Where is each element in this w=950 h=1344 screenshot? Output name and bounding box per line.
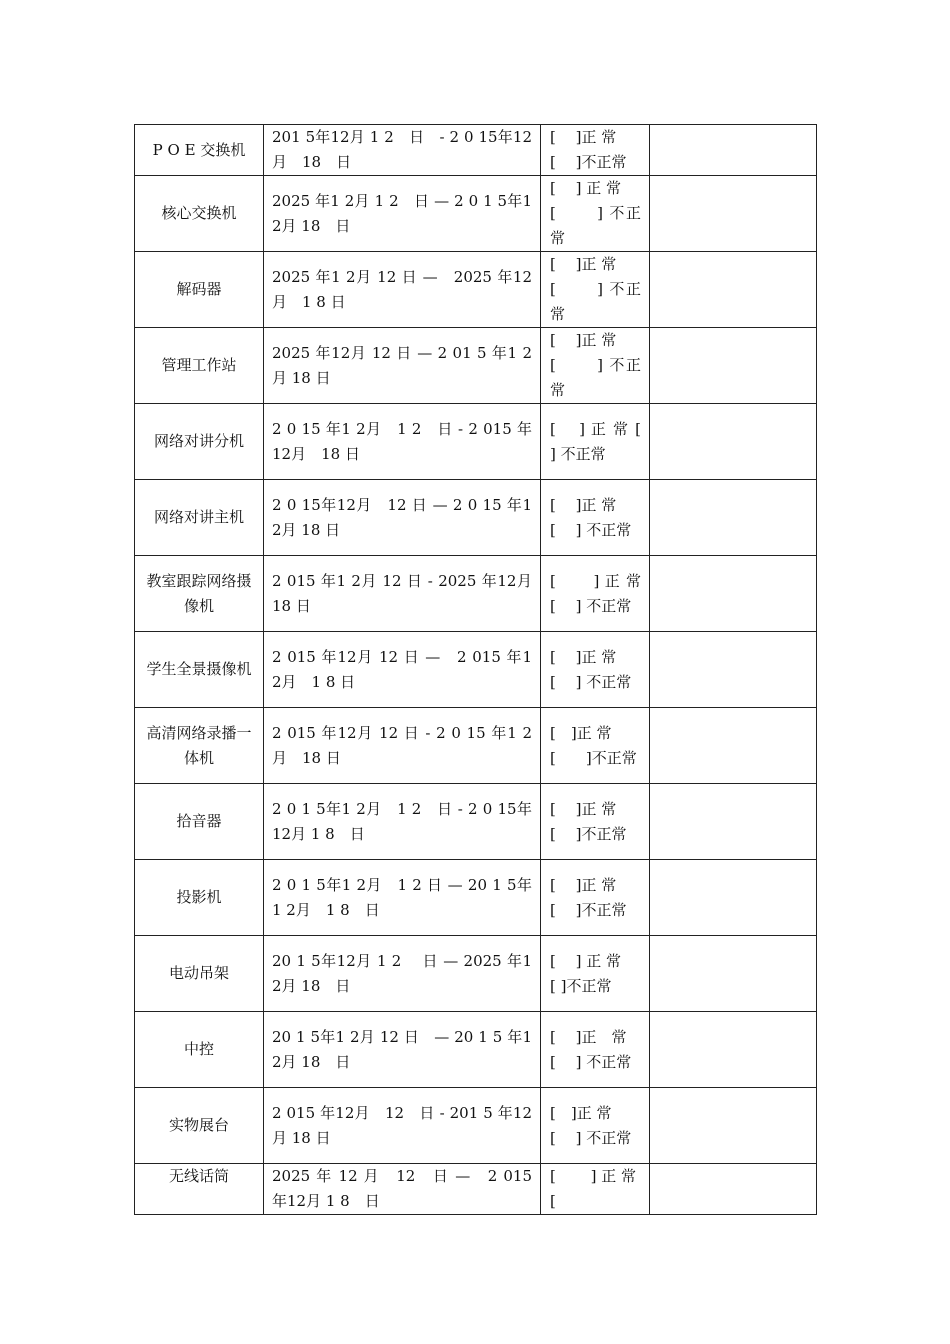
status-abnormal-option[interactable]: [ ]不正常 bbox=[550, 153, 627, 171]
inspection-period: 2025 年 12 月 12 日 — 2 015 年12月 1 8 日 bbox=[264, 1164, 541, 1215]
table-row bbox=[135, 936, 817, 1012]
remarks-cell[interactable] bbox=[650, 1088, 817, 1164]
status-options bbox=[541, 784, 650, 860]
remarks-cell[interactable] bbox=[650, 632, 817, 708]
status-normal-option[interactable]: [ ]正 常 bbox=[550, 1027, 627, 1046]
remarks-cell[interactable] bbox=[650, 480, 817, 556]
status-options bbox=[541, 708, 650, 784]
status-options bbox=[541, 936, 650, 1012]
device-name: P O E 交换机 bbox=[135, 125, 264, 176]
status-normal-option[interactable]: [ ]正 常 bbox=[550, 647, 617, 666]
equipment-inspection-table bbox=[134, 124, 817, 1215]
status-normal-option[interactable]: [ ] 正 常 bbox=[550, 571, 641, 590]
status-normal-option[interactable]: [ ] 正 常 bbox=[550, 419, 630, 438]
status-options bbox=[541, 328, 650, 404]
table-row bbox=[135, 632, 817, 708]
status-options bbox=[541, 556, 650, 632]
device-name: 中控 bbox=[135, 1012, 264, 1088]
status-normal-option[interactable]: [ ]正 常 bbox=[550, 255, 617, 273]
status-abnormal-option[interactable]: [ ] 不正常 bbox=[550, 672, 632, 691]
inspection-period: 2 0 1 5年1 2月 1 2 日 - 2 0 15年12月 1 8 日 bbox=[264, 784, 541, 860]
table-row bbox=[135, 404, 817, 480]
device-name: 管理工作站 bbox=[135, 328, 264, 404]
status-options bbox=[541, 1164, 650, 1215]
status-abnormal-option[interactable]: [ ] 不正常 bbox=[550, 1128, 632, 1147]
status-options bbox=[541, 1088, 650, 1164]
status-abnormal-option[interactable]: [ ]不正常 bbox=[550, 900, 627, 919]
remarks-cell[interactable] bbox=[650, 404, 817, 480]
remarks-cell[interactable] bbox=[650, 125, 817, 176]
status-normal-option[interactable]: [ ] 正 常 bbox=[550, 951, 622, 970]
table-row bbox=[135, 125, 817, 176]
status-abnormal-option[interactable]: [ ] 不正常 bbox=[550, 280, 641, 323]
status-normal-option[interactable]: [ ]正 常 bbox=[550, 331, 617, 349]
status-abnormal-option[interactable]: [ ] 不正常 bbox=[550, 596, 632, 615]
status-options bbox=[541, 176, 650, 252]
inspection-period: 201 5年12月 1 2 日 - 2 0 15年12月 18 日 bbox=[264, 125, 541, 176]
status-abnormal-option[interactable]: [ ]不正常 bbox=[550, 748, 637, 767]
inspection-period: 2 015 年1 2月 12 日 - 2025 年12月 18 日 bbox=[264, 556, 541, 632]
device-name: 教室跟踪网络摄像机 bbox=[135, 556, 264, 632]
remarks-cell[interactable] bbox=[650, 936, 817, 1012]
inspection-period: 2025 年1 2月 1 2 日 — 2 0 1 5年1 2月 18 日 bbox=[264, 176, 541, 252]
status-abnormal-option[interactable]: [ ]不正常 bbox=[550, 824, 627, 843]
status-abnormal-option[interactable]: [ ] 不正常 bbox=[550, 419, 661, 463]
inspection-period: 2 015 年12月 12 日 - 2 0 15 年1 2月 18 日 bbox=[264, 708, 541, 784]
remarks-cell[interactable] bbox=[650, 1012, 817, 1088]
device-name: 高清网络录播一体机 bbox=[135, 708, 264, 784]
remarks-cell[interactable] bbox=[650, 328, 817, 404]
remarks-cell[interactable] bbox=[650, 784, 817, 860]
table-row bbox=[135, 176, 817, 252]
status-normal-option[interactable]: [ ]正 常 bbox=[550, 495, 617, 514]
table-row bbox=[135, 784, 817, 860]
device-name: 无线话筒 bbox=[135, 1164, 264, 1215]
status-normal-option[interactable]: [ ]正 常 bbox=[550, 723, 612, 742]
status-options bbox=[541, 1012, 650, 1088]
table-row bbox=[135, 708, 817, 784]
status-options bbox=[541, 404, 661, 480]
device-name: 核心交换机 bbox=[135, 176, 264, 252]
device-name: 拾音器 bbox=[135, 784, 264, 860]
status-options bbox=[541, 125, 650, 176]
inspection-period: 2025 年12月 12 日 — 2 01 5 年1 2月 18 日 bbox=[264, 328, 541, 404]
device-name: 实物展台 bbox=[135, 1088, 264, 1164]
table-row bbox=[135, 1164, 817, 1215]
inspection-period: 20 1 5年1 2月 12 日 — 20 1 5 年12月 18 日 bbox=[264, 1012, 541, 1088]
status-normal-option[interactable]: [ ] 正 常 bbox=[550, 1167, 637, 1185]
status-abnormal-option[interactable]: [ ] 不正常 bbox=[550, 520, 632, 539]
table-row bbox=[135, 1088, 817, 1164]
table-row bbox=[135, 1012, 817, 1088]
device-name: 投影机 bbox=[135, 860, 264, 936]
remarks-cell[interactable] bbox=[650, 176, 817, 252]
status-abnormal-option[interactable]: [ bbox=[550, 1192, 556, 1210]
status-normal-option[interactable]: [ ]正 常 bbox=[550, 799, 617, 818]
inspection-period: 2025 年1 2月 12 日 — 2025 年12月 1 8 日 bbox=[264, 252, 541, 328]
inspection-period: 20 1 5年12月 1 2 日 — 2025 年1 2月 18 日 bbox=[264, 936, 541, 1012]
table-row bbox=[135, 480, 817, 556]
status-abnormal-option[interactable]: [ ] 不正常 bbox=[550, 1052, 632, 1071]
status-abnormal-option[interactable]: [ ] 不正常 bbox=[550, 356, 641, 399]
table-row bbox=[135, 860, 817, 936]
remarks-cell[interactable] bbox=[650, 708, 817, 784]
status-options bbox=[541, 480, 650, 556]
status-abnormal-option[interactable]: [ ]不正常 bbox=[550, 976, 612, 995]
inspection-period: 2 015 年12月 12 日 - 201 5 年12月 18 日 bbox=[264, 1088, 541, 1164]
device-name: 电动吊架 bbox=[135, 936, 264, 1012]
inspection-period: 2 0 1 5年1 2月 1 2 日 — 20 1 5年1 2月 1 8 日 bbox=[264, 860, 541, 936]
status-options bbox=[541, 860, 650, 936]
device-name: 解码器 bbox=[135, 252, 264, 328]
status-normal-option[interactable]: [ ]正 常 bbox=[550, 875, 617, 894]
remarks-cell[interactable] bbox=[650, 556, 817, 632]
inspection-period: 2 0 15 年1 2月 1 2 日 - 2 015 年12月 18 日 bbox=[264, 404, 541, 480]
device-name: 学生全景摄像机 bbox=[135, 632, 264, 708]
remarks-cell[interactable] bbox=[650, 1164, 817, 1215]
device-name: 网络对讲分机 bbox=[135, 404, 264, 480]
status-options bbox=[541, 252, 650, 328]
remarks-cell[interactable] bbox=[650, 860, 817, 936]
remarks-cell[interactable] bbox=[650, 252, 817, 328]
status-abnormal-option[interactable]: [ ] 不正常 bbox=[550, 204, 641, 247]
status-normal-option[interactable]: [ ]正 常 bbox=[550, 1103, 612, 1122]
table-row bbox=[135, 556, 817, 632]
inspection-period: 2 0 15年12月 12 日 — 2 0 15 年12月 18 日 bbox=[264, 480, 541, 556]
status-options bbox=[541, 632, 650, 708]
device-name: 网络对讲主机 bbox=[135, 480, 264, 556]
status-normal-option[interactable]: [ ]正 常 bbox=[550, 128, 617, 146]
status-normal-option[interactable]: [ ] 正 常 bbox=[550, 179, 622, 197]
table-row bbox=[135, 252, 817, 328]
table-row bbox=[135, 328, 817, 404]
inspection-period: 2 015 年12月 12 日 — 2 015 年1 2月 1 8 日 bbox=[264, 632, 541, 708]
